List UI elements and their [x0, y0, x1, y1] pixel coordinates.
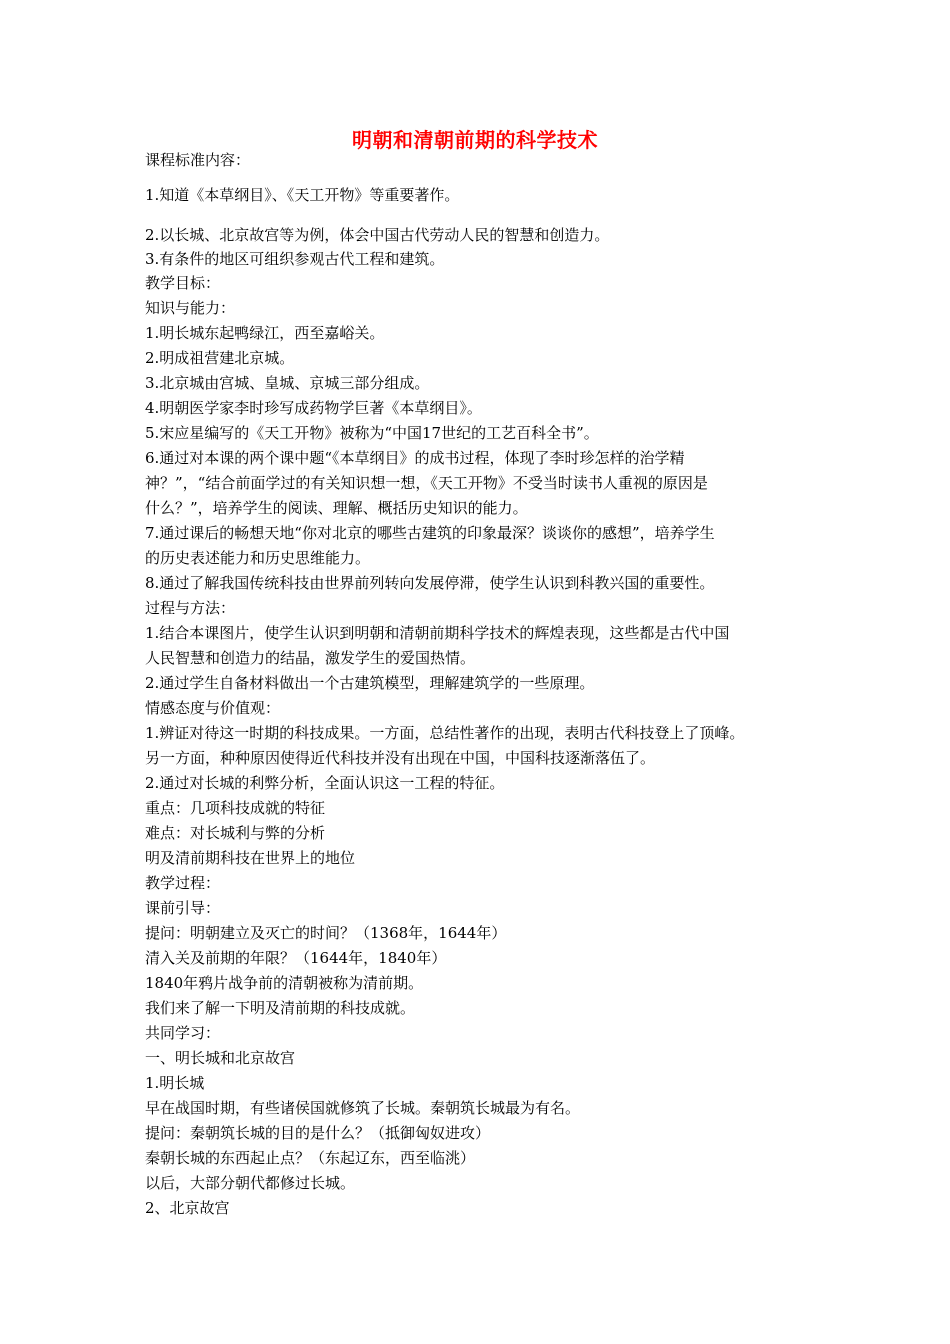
text-line: 情感态度与价值观： — [145, 699, 281, 717]
text-line: 我们来了解一下明及清前期的科技成就。 — [145, 999, 416, 1017]
text-line: 8.通过了解我国传统科技由世界前列转向发展停滞，使学生认识到科教兴国的重要性。 — [145, 574, 715, 592]
text-line: 什么？”，培养学生的阅读、理解、概括历史知识的能力。 — [145, 499, 528, 517]
text-line: 提问：明朝建立及灭亡的时间？（1368年，1644年） — [145, 924, 507, 942]
text-line: 共同学习： — [145, 1024, 221, 1042]
text-line: 2.以长城、北京故宫等为例，体会中国古代劳动人民的智慧和创造力。 — [145, 226, 610, 244]
text-line: 清入关及前期的年限？（1644年，1840年） — [145, 949, 447, 967]
text-line: 1.明长城东起鸭绿江，西至嘉峪关。 — [145, 324, 385, 342]
text-line: 1.结合本课图片，使学生认识到明朝和清朝前期科学技术的辉煌表现，这些都是古代中国 — [145, 624, 730, 642]
text-line: 重点：几项科技成就的特征 — [145, 799, 326, 817]
text-line: 2、北京故宫 — [145, 1199, 230, 1217]
text-line: 神？”，“结合前面学过的有关知识想一想，《天工开物》不受当时读书人重视的原因是 — [145, 474, 708, 492]
text-line: 秦朝长城的东西起止点？（东起辽东，西至临洮） — [145, 1149, 476, 1167]
document-title: 明朝和清朝前期的科学技术 — [352, 128, 598, 152]
text-line: 4.明朝医学家李时珍写成药物学巨著《本草纲目》。 — [145, 399, 482, 417]
text-line: 人民智慧和创造力的结晶，激发学生的爱国热情。 — [145, 649, 476, 667]
text-line: 以后，大部分朝代都修过长城。 — [145, 1174, 356, 1192]
text-line: 6.通过对本课的两个课中题“《本草纲目》的成书过程，体现了李时珍怎样的治学精 — [145, 449, 685, 467]
text-line: 知识与能力： — [145, 299, 236, 317]
text-line: 提问：秦朝筑长城的目的是什么？（抵御匈奴进攻） — [145, 1124, 491, 1142]
text-line: 2.通过对长城的利弊分析，全面认识这一工程的特征。 — [145, 774, 505, 792]
text-line: 难点：对长城利与弊的分析 — [145, 824, 326, 842]
text-line: 一、明长城和北京故宫 — [145, 1049, 296, 1067]
text-line: 1.知道《本草纲目》、《天工开物》等重要著作。 — [145, 186, 460, 204]
text-line: 2.通过学生自备材料做出一个古建筑模型，理解建筑学的一些原理。 — [145, 674, 595, 692]
text-line: 3.北京城由宫城、皇城、京城三部分组成。 — [145, 374, 430, 392]
text-line: 教学过程： — [145, 874, 221, 892]
text-line: 另一方面，种种原因使得近代科技并没有出现在中国，中国科技逐渐落伍了。 — [145, 749, 656, 767]
text-line: 明及清前期科技在世界上的地位 — [145, 849, 356, 867]
text-line: 5.宋应星编写的《天工开物》被称为“中国17世纪的工艺百科全书”。 — [145, 424, 599, 442]
text-line: 1.明长城 — [145, 1074, 205, 1092]
text-line: 3.有条件的地区可组织参观古代工程和建筑。 — [145, 250, 445, 268]
text-line: 1840年鸦片战争前的清朝被称为清前期。 — [145, 974, 424, 992]
text-line: 课前引导： — [145, 899, 221, 917]
text-line: 过程与方法： — [145, 599, 236, 617]
text-line: 早在战国时期，有些诸侯国就修筑了长城。秦朝筑长城最为有名。 — [145, 1099, 581, 1117]
text-line: 的历史表述能力和历史思维能力。 — [145, 549, 371, 567]
text-line: 课程标准内容： — [145, 151, 251, 169]
text-line: 1.辨证对待这一时期的科技成果。一方面，总结性著作的出现，表明古代科技登上了顶峰。 — [145, 724, 745, 742]
text-line: 教学目标： — [145, 274, 221, 292]
text-line: 2.明成祖营建北京城。 — [145, 349, 295, 367]
text-line: 7.通过课后的畅想天地“你对北京的哪些古建筑的印象最深？谈谈你的感想”，培养学生 — [145, 524, 715, 542]
